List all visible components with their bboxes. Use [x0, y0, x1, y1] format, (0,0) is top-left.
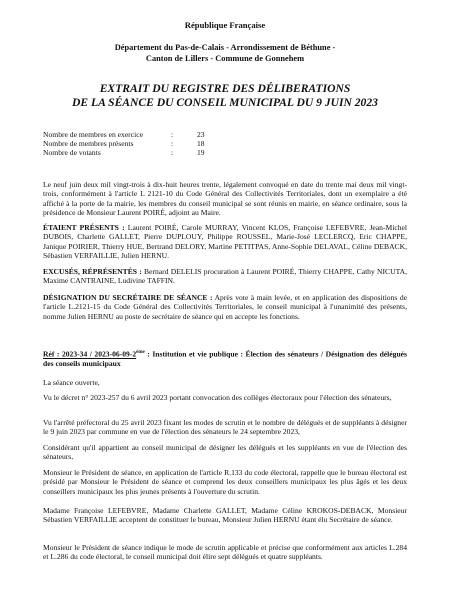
reference-label: Réf : 2023-34 / 2023-06-09-2	[43, 349, 137, 359]
paragraph-considering: Considérant qu'il appartient au conseil municipal de désigner les délégués et les suppléants en vue de l'élection des sénateurs,	[43, 443, 407, 462]
department-line-1: Département du Pas-de-Calais - Arrondissement de Béthune -	[114, 43, 336, 52]
department-header	[40, 42, 410, 64]
stat-row	[43, 139, 227, 148]
stat-value: 23	[197, 130, 205, 139]
paragraph-voting-mode: Monsieur le Président de séance indique le mode de scrutin applicable et précise que conformément aux articles L.284 et L.286 du code électoral, le conseil municipal doit élire sept délégués et quatre suppléants.	[43, 543, 407, 562]
stat-colon: :	[171, 130, 174, 139]
reference-heading	[43, 348, 407, 368]
paragraph-bureau-members: Madame Françoise LEFEBVRE, Madame Charlette GALLET, Madame Céline KROKOS-DEBACK, Monsieur Sébastien VERFAILLIE acceptent de constituer le bureau, Monsieur Julien HERNU étant élu Secrétaire de séance.	[43, 506, 407, 525]
intro-paragraph: Le neuf juin deux mil vingt-trois à dix-huit heures trente, légalement convoqué en date du trente mai deux mil vingt-trois, conformément à l'article L 2121-10 du Code Général des Collectivités Territoriales, dont un exemplaire a été affiché à la porte de la mairie, les membres du conseil municipal se sont réunis en mairie, en séance ordinaire, sous la présidence de Monsieur Laurent POIRÉ, adjoint au Maire.	[43, 180, 407, 218]
reference-text: : Institution et vie publique : Élection des sénateurs / Désignation des délégués des conseils municipaux	[43, 349, 407, 368]
secretary-paragraph	[43, 293, 407, 321]
title-line-2: DE LA SÉANCE DU CONSEIL MUNICIPAL DU 9 JUIN 2023	[72, 96, 378, 109]
stat-label: Nombre de votants	[43, 148, 101, 158]
present-label: ÉTAIENT PRÉSENTS :	[43, 223, 125, 232]
excused-label: EXCUSÉS, RÉPRÉSENTÉS :	[43, 267, 142, 276]
present-text: Laurent POIRÉ, Carole MURRAY, Vincent KLOS, Françoise LEFEBVRE, Jean-Michel DUBOIS, Charlette GALLET, Pierre DUPLOUY, Philippe ROUSSEL, Marie-José LECLERCQ, Eric CHAPPE, Janique POIRIER, Thierry HUE, Bertrand DELORY, Martine PETITPAS, Anne-Sophie DELAVAL, Céline DEBACK, Sébastien VERFAILLIE, Julien HERNU.	[43, 223, 407, 261]
paragraph-prefectoral-order: Vu l'arrêté préfectoral du 25 avril 2023 fixant les modes de scrutin et le nombre de délégués et de suppléants à désigner le 9 juin 2023 par commune en vue de l'élection des sénateurs le 24 septembre 2023,	[43, 418, 407, 437]
department-line-2: Canton de Lillers - Commune de Gonnehem	[145, 54, 305, 63]
stat-colon: :	[171, 148, 174, 158]
excused-text: Bernard DELELIS procuration à Laurent POIRÉ, Thierry CHAPPE, Cathy NICUTA, Maxime CANTRAINE, Ludivine TAFFIN.	[43, 267, 407, 286]
paragraph-decree: Vu le décret n° 2023-257 du 6 avril 2023 portant convocation des collèges électoraux pour l'élection des sénateurs,	[43, 393, 392, 402]
secretary-text: Après vote à main levée, et en application des dispositions de l'article L.2121-15 du Code Général des Collectivités Territoriales, le conseil municipal à l'unanimité des présents, nomme Julien HERNU au poste de secrétaire de séance qui en accepte les fonctions.	[43, 293, 408, 321]
stat-row	[43, 148, 227, 157]
stat-row	[43, 130, 227, 139]
excused-paragraph	[43, 267, 407, 286]
session-opened: La séance ouverte,	[43, 378, 100, 387]
stat-value: 18	[197, 139, 205, 149]
title-line-1: EXTRAIT DU REGISTRE DES DÉLIBERATIONS	[99, 82, 351, 95]
stat-colon: :	[171, 139, 174, 149]
stat-value: 19	[197, 148, 205, 158]
member-stats	[43, 130, 227, 158]
present-paragraph	[43, 223, 407, 261]
paragraph-electoral-bureau: Monsieur le Président de séance, en application de l'article R.133 du code électoral, rappelle que le bureau électoral est présidé par Monsieur le Président de séance et comprend les deux conseillers municipaux les plus âgés et les deux conseillers municipaux les plus jeunes présents à l'ouverture du scrutin.	[43, 468, 407, 496]
reference-sup: ème	[136, 350, 145, 355]
document-title	[30, 82, 420, 110]
stat-label: Nombre de membres présents	[43, 139, 134, 149]
republic-header: République Française	[184, 20, 266, 30]
secretary-label: DÉSIGNATION DU SECRÉTAIRE DE SÉANCE :	[43, 293, 213, 302]
stat-label: Nombre de membres en exercice	[43, 130, 143, 139]
